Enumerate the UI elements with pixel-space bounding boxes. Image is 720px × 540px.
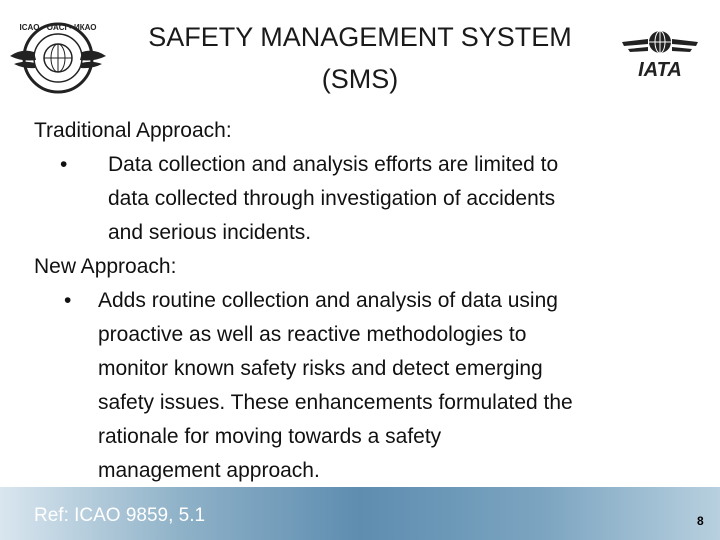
title-line-1: SAFETY MANAGEMENT SYSTEM xyxy=(148,22,572,52)
new-approach-bullet xyxy=(34,284,694,488)
icao-logo-text: ICAO • OACI • ИКАО xyxy=(19,23,97,32)
bullet-line: Adds routine collection and analysis of data using xyxy=(98,289,558,312)
page-number: 8 xyxy=(697,514,704,528)
bullet-line: proactive as well as reactive methodologies to xyxy=(98,323,527,346)
bullet-icon: • xyxy=(60,153,68,176)
bullet-icon: • xyxy=(64,289,72,312)
iata-globe-icon xyxy=(620,22,700,82)
iata-logo-text: IATA xyxy=(638,59,682,81)
icao-emblem-icon xyxy=(8,8,108,104)
slide-title xyxy=(110,16,610,100)
bullet-line: data collected through investigation of accidents xyxy=(108,187,556,210)
iata-logo xyxy=(620,22,700,82)
bullet-line: rationale for moving towards a safety xyxy=(98,425,442,448)
icao-logo xyxy=(8,8,108,104)
bullet-line: safety issues. These enhancements formulated the xyxy=(98,391,573,414)
title-line-2: (SMS) xyxy=(321,64,399,94)
slide-body xyxy=(34,114,694,488)
bullet-line: monitor known safety risks and detect emerging xyxy=(98,357,543,380)
new-approach-heading: New Approach: xyxy=(34,255,177,278)
bullet-line: Data collection and analysis efforts are limited to xyxy=(108,153,559,176)
reference-text: Ref: ICAO 9859, 5.1 xyxy=(34,505,206,526)
traditional-approach-bullet xyxy=(34,148,694,250)
traditional-approach-heading: Traditional Approach: xyxy=(34,119,232,142)
bullet-line: management approach. xyxy=(98,459,320,482)
bullet-line: and serious incidents. xyxy=(108,221,312,244)
